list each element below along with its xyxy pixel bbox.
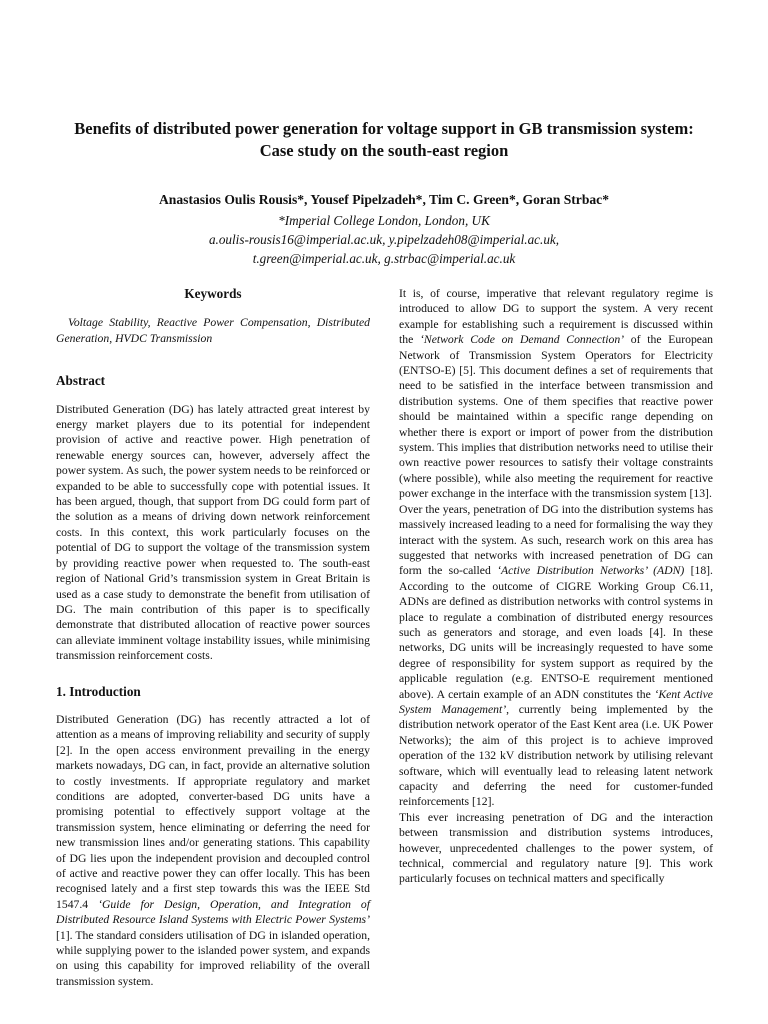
intro-p3-emphasis-2: ‘Kent Active System Management’ (399, 687, 713, 716)
paper-title: Benefits of distributed power generation for voltage support in GB transmission system: Case study on the south-east region (74, 119, 694, 160)
intro-p2-part-b: of the European Network of Transmission System Operators for Electricity (ENTSO-E) [5]. This document defines a set of requirements that need to be satisfied in the interface between transmission and distribution systems. One of them specifies that reactive power should be maintained within a specific range depending on whether there is export or import of power from the distribution system. This implies that distribution networks need to utilise their own reactive power resources to satisfy their voltage constraints (where possible), while also meeting the requirement for reactive power exchange in the interface with the transmission system [13]. (399, 333, 714, 501)
keywords-text: Voltage Stability, Reactive Power Compensation, Distributed Generation, HVDC Transmission (56, 316, 370, 345)
abstract-heading: Abstract (56, 373, 106, 389)
affiliation: *Imperial College London, London, UK (278, 213, 490, 228)
introduction-heading: 1. Introduction (56, 683, 141, 699)
author-emails-line-1: a.oulis-rousis16@imperial.ac.uk, y.pipelzadeh08@imperial.ac.uk, (208, 232, 560, 247)
intro-p1-part-a: Distributed Generation (DG) has recently attracted a lot of attention as a means of improving reliability and security of supply [2]. In the open access environment prevailing in the energy markets nowadays, DG can, in fact, provide an alternative solution to costly investments. If appropriate regulatory and market conditions are adopted, converter-based DG units have a promising potential to effectively support voltage at the transmission system, hence eliminating or deferring the need for new transmission lines and/or generating stations. This capability of DG lies upon the independent provision and decoupled control of active and reactive power they can offer locally. This has been recognised lately and a first step towards this was the IEEE Std 1547.4 (56, 712, 370, 911)
intro-p3-part-a: Over the years, penetration of DG into the distribution systems has massively increased leading to a need for formalising the way they interact with the system. As such, research work on this area has suggested that networks with increased penetration of DG can form the so-called (399, 502, 713, 578)
left-column (56, 286, 370, 989)
author-names: Anastasios Oulis Rousis*, Yousef Pipelzadeh*, Tim C. Green*, Goran Strbac* (158, 192, 610, 207)
intro-p3-part-c: , currently being implemented by the distribution network operator of the East Kent area (i.e. UK Power Networks); the aim of this project is to achieve improved operation of the 132 kV distribution network by utilising relevant software, which will eventually lead to releasing latent network capacity and deferring the need for customer-funded reinforcements [12]. (399, 702, 713, 809)
author-emails-line-2: t.green@imperial.ac.uk, g.strbac@imperial.ac.uk (252, 251, 516, 266)
intro-paragraph-2 (399, 286, 713, 502)
author-block (40, 190, 728, 268)
right-column (399, 286, 713, 887)
intro-p2-part-a: It is, of course, imperative that relevant regulatory regime is introduced to allow DG to support the system. A very recent example for establishing such a requirement is discussed within the (399, 287, 713, 347)
keywords-heading: Keywords (184, 286, 242, 301)
intro-p3-emphasis: ‘Active Distribution Networks’ (ADN) (497, 564, 685, 578)
intro-p1-emphasis: ‘Guide for Design, Operation, and Integration of Distributed Resource Island Systems with Electric Power Systems’ (56, 897, 370, 927)
intro-p2-emphasis: ‘Network Code on Demand Connection’ (420, 333, 625, 347)
abstract-text: Distributed Generation (DG) has lately attracted great interest by energy market players due to its potential for independent provision of active and reactive power. High penetration of renewable energy sources can, however, adversely affect the power system. As such, the power system needs to be reinforced or expanded to be able to successfully cope with potential issues. It has been argued, though, that support from DG could form part of the solution as a means of driving down network reinforcement costs. In this context, this work particularly focuses on the potential of DG to support the voltage of the transmission system by providing reactive power when requested to. The south-east region of National Grid’s transmission system in Great Britain is used as a case study to demonstrate the benefit from utilisation of DG. The main contribution of this paper is to specifically demonstrate that distributed allocation of reactive power sources can alleviate imminent voltage instability issues, while minimising transmission reinforcement costs. (56, 402, 370, 663)
intro-paragraph-3 (399, 502, 713, 810)
intro-p1-part-b: [1]. The standard considers utilisation of DG in islanded operation, while supplying power to the islanded power system, and expands on using this capability for improved reliability of the overall transmission system. (56, 928, 370, 988)
intro-paragraph-4: This ever increasing penetration of DG and the interaction between transmission and distribution systems introduces, however, unprecedented challenges to the power system, of technical, commercial and regulatory nature [9]. This work particularly focuses on technical matters and specifically (399, 810, 713, 886)
intro-paragraph-1 (56, 712, 370, 989)
intro-p3-part-b: [18]. According to the outcome of CIGRE Working Group C6.11, ADNs are defined as distribution networks with control systems in place to regulate a combination of distributed energy resources such as generators and storage, and even loads [4]. In these networks, DG units will be increasingly requested to have some degree of responsibility for system support as required by the applicable regulation (e.g. ENTSO-E requirement mentioned above). A certain example of an ADN constitutes the (399, 564, 713, 701)
